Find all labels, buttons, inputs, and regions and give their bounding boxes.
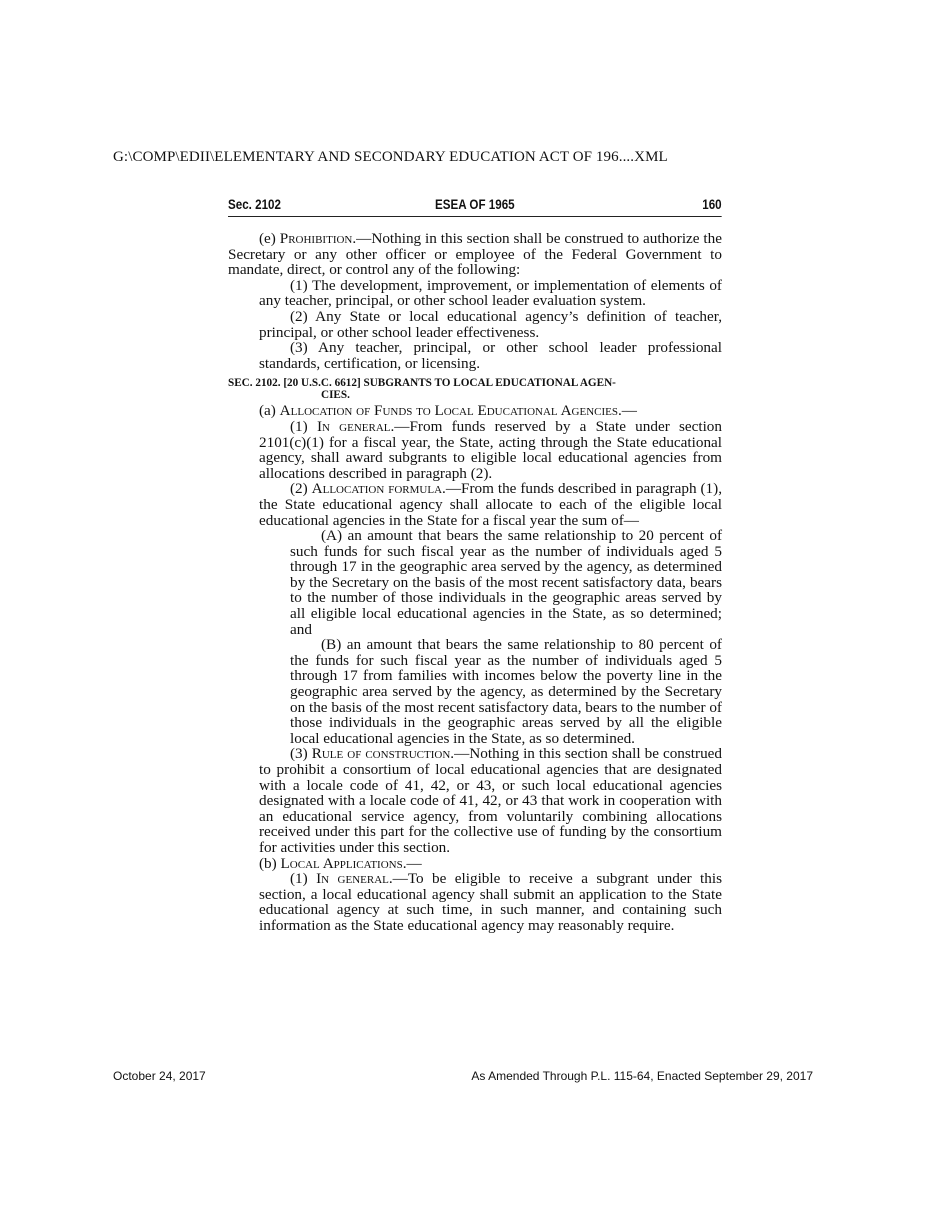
paragraph-a2: (2) Allocation formula.—From the funds described in paragraph (1), the State educational agency shall allocate to each of the eligible local educational agencies in the State for a fiscal year the sum of— xyxy=(259,480,722,529)
subparagraph-a2B: (B) an amount that bears the same relationship to 80 percent of the funds for such fiscal year as the number of individuals aged 5 through 17 from families with incomes below the poverty line in the geographic area served by the agency, as determined by the Secretary on the basis of the most recent satisfactory data, bears to the number of those individuals in the geographic areas served by all the eligible local educational agencies in the State, as so determined. xyxy=(290,636,722,747)
header-title: ESEA OF 1965 xyxy=(435,197,515,212)
paragraph-e2: (2) Any State or local educational agency’s definition of teacher, principal, or other school leader effectiveness. xyxy=(259,307,722,341)
page-number: 160 xyxy=(702,197,722,212)
paragraph-e1: (1) The development, improvement, or implementation of elements of any teacher, principal, or other school leader evaluation system. xyxy=(259,276,722,310)
footer-amended-note: As Amended Through P.L. 115-64, Enacted September 29, 2017 xyxy=(471,1069,813,1083)
subsection-e: (e) Prohibition.—Nothing in this section shall be construed to authorize the Secretary or any other officer or employee of the Federal Government to mandate, direct, or control any of the following: xyxy=(228,230,722,279)
paragraph-b1: (1) In general.—To be eligible to receive a subgrant under this section, a local educational agency shall submit an application to the State educational agency at such time, in such manner, and containing such information as the State educational agency may reasonably require. xyxy=(259,870,722,934)
paragraph-a1: (1) In general.—From funds reserved by a State under section 2101(c)(1) for a fiscal year, the State, acting through the State educational agency, shall award subgrants to eligible local educational agencies from allocations described in paragraph (2). xyxy=(259,417,722,482)
section-heading: SEC. 2102. [20 U.S.C. 6612] SUBGRANTS TO LOCAL EDUCATIONAL AGEN- CIES. xyxy=(228,377,616,402)
footer-date: October 24, 2017 xyxy=(113,1069,206,1083)
paragraph-e3: (3) Any teacher, principal, or other school leader professional standards, certification, or licensing. xyxy=(259,339,722,372)
subparagraph-a2A: (A) an amount that bears the same relationship to 20 percent of such funds for such fiscal year as the number of individuals aged 5 through 17 in the geographic area served by the agency, as determined by the Secretary on the basis of the most recent satisfactory data, bears to the number of those individuals in the geographic areas served by all eligible local educational agencies in the State, as so determined; and xyxy=(290,527,722,638)
header-section: Sec. 2102 xyxy=(228,197,281,212)
page-header xyxy=(228,197,722,217)
paragraph-a3: (3) Rule of construction.—Nothing in this section shall be construed to prohibit a consortium of local educational agencies that are designated with a locale code of 41, 42, or 43, or such local educational agencies designated with a locale code of 41, 42, or 43 that work in cooperation with an educational service agency, from voluntarily combining allocations received under this part for the collective use of funding by the consortium for activities under this section. xyxy=(259,745,722,856)
subsection-a: (a) Allocation of Funds to Local Educational Agencies.— xyxy=(259,402,637,420)
subsection-b: (b) Local Applications.— xyxy=(259,854,422,872)
statute-body xyxy=(228,231,722,934)
file-path: G:\COMP\EDII\ELEMENTARY AND SECONDARY EDUCATION ACT OF 196....XML xyxy=(113,149,668,165)
